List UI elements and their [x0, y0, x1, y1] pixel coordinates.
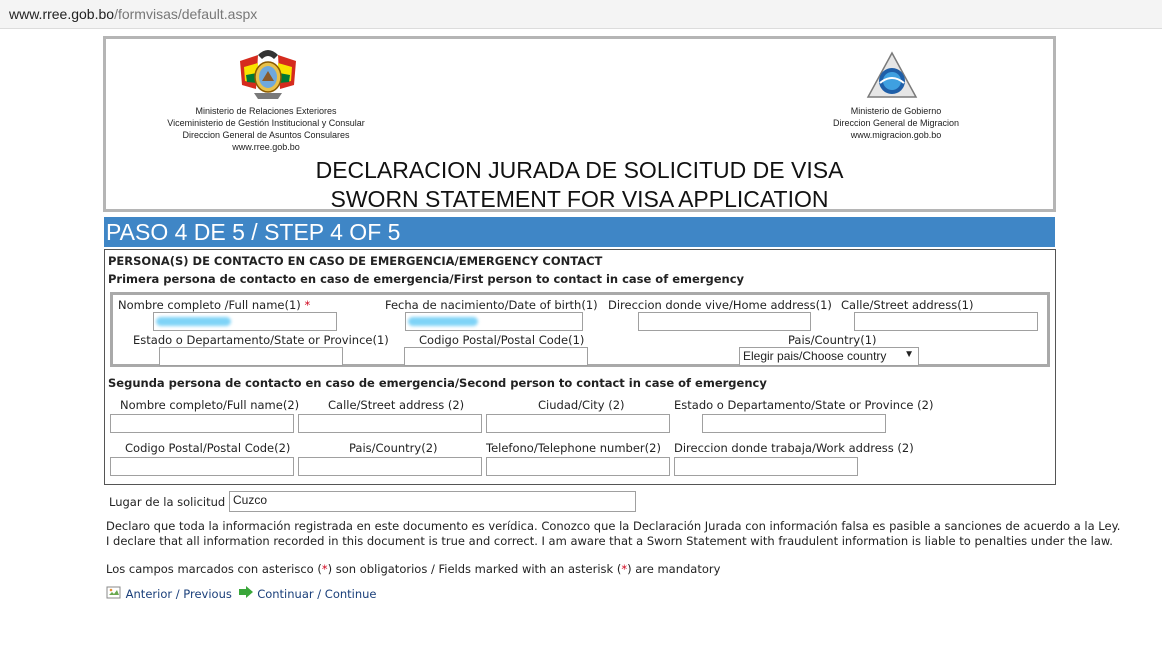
street-2-input[interactable] — [298, 414, 482, 433]
work-address-2-label: Direccion donde trabaja/Work address (2) — [674, 441, 914, 455]
phone-2-label: Telefono/Telephone number(2) — [486, 441, 661, 455]
ministry-left-line: Ministerio de Relaciones Exteriores — [195, 106, 337, 116]
required-marker: * — [321, 562, 328, 576]
phone-2-input[interactable] — [486, 457, 670, 476]
city-2-input[interactable] — [486, 414, 670, 433]
state-2-label: Estado o Departamento/State or Province (2) — [674, 398, 934, 412]
state-1-label: Estado o Departamento/State or Province(1) — [133, 333, 389, 347]
state-2-input[interactable] — [702, 414, 886, 433]
place-input[interactable]: Cuzco — [229, 491, 636, 512]
dob-1-label: Fecha de nacimiento/Date of birth(1) — [385, 298, 598, 312]
home-address-1-label: Direccion donde vive/Home address(1) — [608, 298, 832, 312]
form-title — [106, 156, 1053, 214]
full-name-1-label: Nombre completo /Full name(1) * — [118, 298, 311, 312]
ministry-left-link[interactable]: www.rree.gob.bo — [232, 142, 300, 152]
work-address-2-input[interactable] — [674, 457, 858, 476]
ministry-right-link[interactable]: www.migracion.gob.bo — [850, 130, 942, 140]
full-name-2-label: Nombre completo/Full name(2) — [120, 398, 300, 412]
country-1-select[interactable] — [739, 347, 919, 366]
street-1-label: Calle/Street address(1) — [841, 298, 974, 312]
street-1-input[interactable] — [854, 312, 1038, 331]
browser-address-bar[interactable] — [0, 0, 1162, 29]
address-url[interactable]: www.rree.gob.bo/formvisas/default.aspx — [9, 6, 258, 22]
mandatory-note: Los campos marcados con asterisco (*) son obligatorios / Fields marked with an asterisk (*) are mandatory — [106, 562, 721, 576]
street-2-label: Calle/Street address (2) — [328, 398, 465, 412]
declaration-es: Declaro que toda la información registrada en este documento es verídica. Conozco que la Declaración Jurada con información falsa es pasible a sanciones de acuerdo a la Ley. — [106, 519, 1121, 533]
step-indicator: PASO 4 DE 5 / STEP 4 OF 5 — [104, 217, 1055, 247]
ministry-right-line: Ministerio de Gobierno — [850, 106, 942, 116]
emergency-contact-section — [104, 249, 1056, 485]
state-1-input[interactable] — [159, 347, 343, 366]
declaration-en: I declare that all information recorded in this document is true and correct. I am aware that a Sworn Statement with fraudulent information is liable to penalties under the law. — [106, 534, 1113, 548]
required-marker: * — [304, 298, 311, 312]
dob-1-input[interactable] — [405, 312, 583, 331]
ministry-left-info — [146, 105, 386, 153]
country-1-selected: Elegir pais/Choose country — [743, 349, 887, 363]
migracion-logo-icon — [866, 51, 918, 101]
ministry-right-info — [806, 105, 986, 141]
full-name-1-input[interactable] — [153, 312, 337, 331]
previous-button[interactable] — [106, 586, 232, 601]
postal-2-input[interactable] — [110, 457, 294, 476]
country-1-label: Pais/Country(1) — [788, 333, 877, 347]
form-title-es: DECLARACION JURADA DE SOLICITUD DE VISA — [315, 157, 844, 183]
broken-image-icon — [106, 586, 122, 600]
redacted-value — [156, 317, 231, 326]
postal-1-label: Codigo Postal/Postal Code(1) — [419, 333, 585, 347]
postal-2-label: Codigo Postal/Postal Code(2) — [125, 441, 291, 455]
redacted-value — [408, 317, 478, 326]
arrow-right-icon — [238, 585, 254, 599]
home-address-1-input[interactable] — [638, 312, 811, 331]
form-title-en: SWORN STATEMENT FOR VISA APPLICATION — [330, 186, 829, 212]
first-contact-box — [110, 292, 1050, 367]
country-2-label: Pais/Country(2) — [349, 441, 438, 455]
first-contact-title: Primera persona de contacto en caso de emergencia/First person to contact in case of emergency — [108, 272, 745, 286]
country-2-input[interactable] — [298, 457, 482, 476]
continue-label[interactable]: Continuar / Continue — [257, 587, 377, 601]
bolivia-coat-of-arms-icon — [234, 45, 302, 103]
continue-button[interactable] — [238, 585, 377, 601]
second-contact-title: Segunda persona de contacto en caso de emergencia/Second person to contact in case of emergency — [108, 376, 767, 390]
dropdown-arrow-icon: ▼ — [904, 349, 914, 360]
ministry-right-line: Direccion General de Migracion — [832, 118, 960, 128]
postal-1-input[interactable] — [404, 347, 588, 366]
ministry-left-line: Direccion General de Asuntos Consulares — [182, 130, 350, 140]
navigation-row — [106, 585, 377, 601]
place-label: Lugar de la solicitud — [109, 495, 235, 509]
form-header — [103, 36, 1056, 212]
section-title: PERSONA(S) DE CONTACTO EN CASO DE EMERGENCIA/EMERGENCY CONTACT — [108, 254, 603, 268]
required-marker: * — [621, 562, 628, 576]
full-name-2-input[interactable] — [110, 414, 294, 433]
previous-label[interactable]: Anterior / Previous — [125, 587, 232, 601]
ministry-left-line: Viceministerio de Gestión Institucional y Consular — [167, 118, 365, 128]
city-2-label: Ciudad/City (2) — [538, 398, 625, 412]
declaration-text — [106, 519, 1120, 549]
